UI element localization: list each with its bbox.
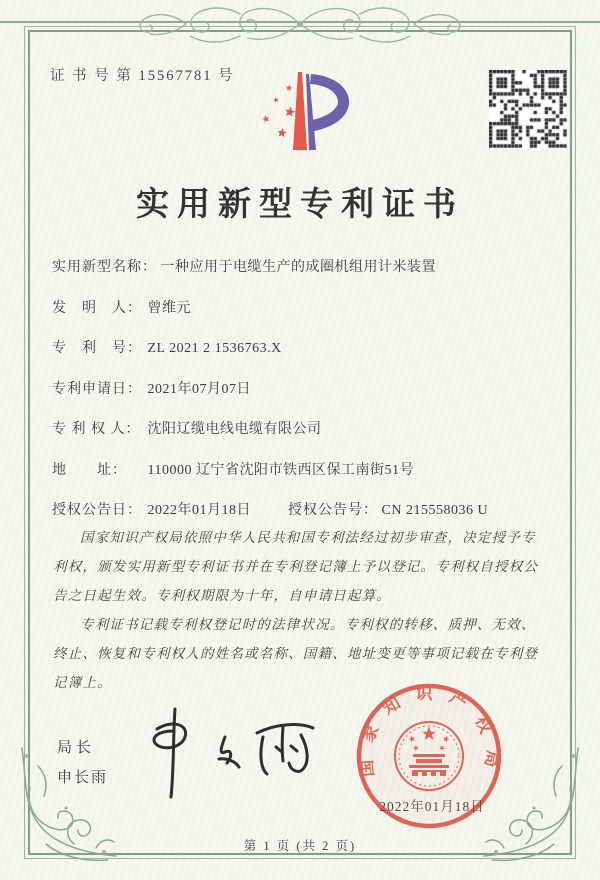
- legal-paragraph-1: 国家知识产权局依照中华人民共和国专利法经过初步审查，决定授予专利权，颁发实用新型专利证书并在专利登记簿上予以登记。专利权自授权公告之日起生效。专利权期限为十年，自申请日起算。: [53, 530, 539, 603]
- field-label: 地 址：: [52, 462, 127, 478]
- certificate-title: 实用新型专利证书: [136, 187, 464, 223]
- field-list: [52, 256, 552, 540]
- field-pair-grant-number: [288, 499, 488, 519]
- field-label: 发 明 人：: [52, 300, 142, 316]
- field-label: 专 利 号：: [52, 341, 142, 356]
- field-value: 2021年07月07日: [147, 381, 251, 397]
- field-value: 曾维元: [147, 300, 191, 316]
- field-label: 授权公告日：: [52, 503, 142, 518]
- field-row-filing-date: [52, 378, 552, 399]
- field-label: 专 利 权 人：: [52, 422, 141, 437]
- field-value: 2022年01月18日: [147, 503, 251, 518]
- field-value: 110000 辽宁省沈阳市铁西区保工南街51号: [147, 462, 414, 478]
- seal-date: 2022年01月18日: [379, 799, 485, 814]
- field-row-inventor: [52, 297, 552, 318]
- seal-ring-text: 国家知识产权局: [355, 683, 503, 784]
- field-label: 授权公告号：: [288, 503, 378, 518]
- field-row-address: [52, 459, 552, 480]
- field-row-patentee: [52, 418, 552, 439]
- certificate-number: 证 书 号 第 15567781 号: [50, 68, 235, 84]
- handwritten-signature-icon: [133, 703, 328, 803]
- legal-text-block: [53, 523, 550, 697]
- legal-paragraph-2: 专利证书记载专利权登记时的法律状况。专利权的转移、质押、无效、终止、恢复和专利权人的姓名或名称、国籍、地址变更等事项记载在专利登记簿上。: [53, 617, 539, 690]
- field-row-patent-number: [52, 337, 552, 358]
- qr-code: [489, 70, 567, 148]
- field-value: 一种应用于电缆生产的成圈机组用计米装置: [160, 260, 436, 275]
- field-row-grant: [52, 499, 552, 520]
- field-row-name: [52, 256, 552, 277]
- field-value: ZL 2021 2 1536763.X: [147, 341, 282, 356]
- field-value: CN 215558036 U: [381, 503, 489, 518]
- field-value: 沈阳辽缆电线电缆有限公司: [147, 422, 322, 437]
- field-label: 专利申请日：: [52, 381, 142, 397]
- director-role-label: 局长: [57, 740, 96, 756]
- page-number: 第 1 页 (共 2 页): [243, 839, 357, 853]
- top-lace-ornament-icon: [90, 0, 510, 46]
- director-name-label: 申长雨: [57, 770, 109, 786]
- cnipa-logo-icon: [236, 58, 372, 166]
- field-label: 实用新型名称：: [52, 260, 157, 275]
